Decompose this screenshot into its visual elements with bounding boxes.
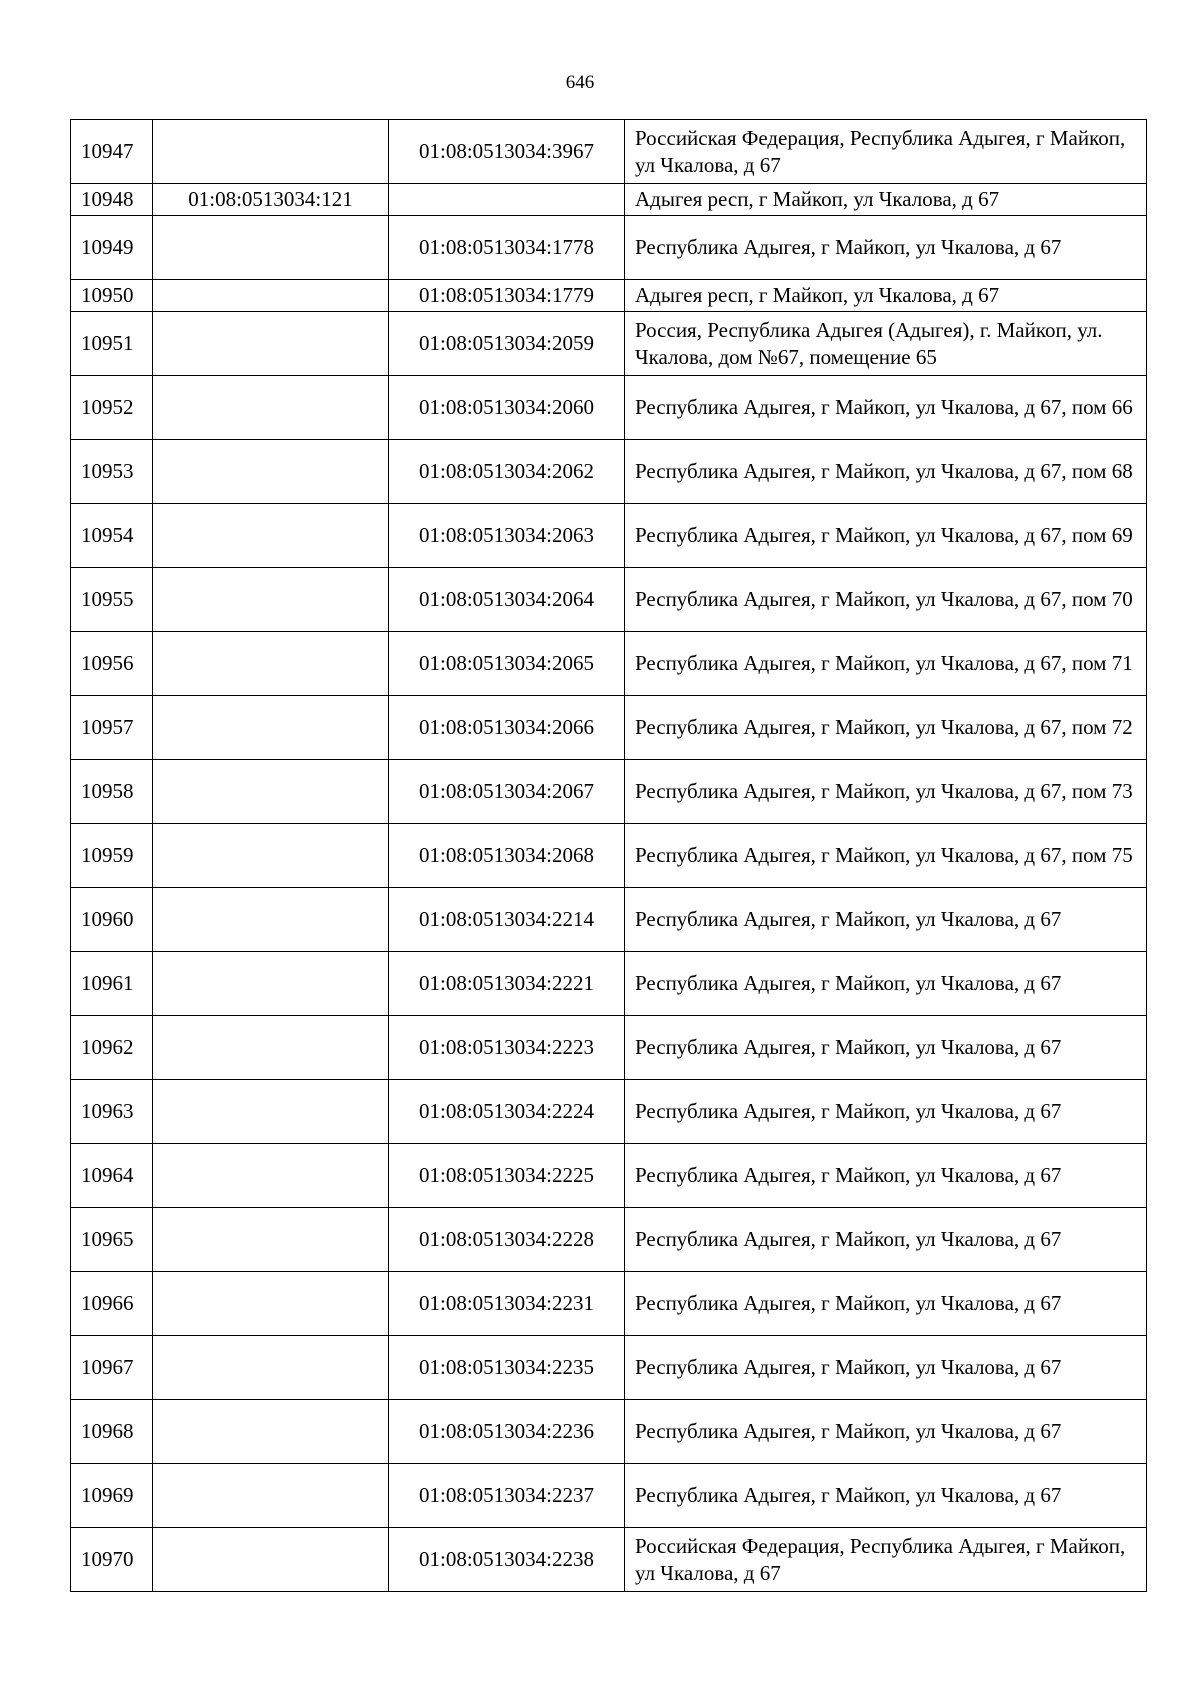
object-cadastral-cell: 01:08:0513034:2228 [389, 1208, 625, 1272]
address-cell: Республика Адыгея, г Майкоп, ул Чкалова, д 67 [625, 1080, 1147, 1144]
object-cadastral-cell: 01:08:0513034:2225 [389, 1144, 625, 1208]
land-plot-cadastral-cell [153, 120, 389, 184]
table-row [71, 504, 1147, 568]
object-cadastral-cell: 01:08:0513034:2235 [389, 1336, 625, 1400]
object-cadastral-cell: 01:08:0513034:2060 [389, 376, 625, 440]
row-number-cell: 10961 [71, 952, 153, 1016]
row-number-cell: 10956 [71, 632, 153, 696]
row-number-cell: 10963 [71, 1080, 153, 1144]
object-cadastral-cell: 01:08:0513034:2223 [389, 1016, 625, 1080]
table-row [71, 1208, 1147, 1272]
row-number-cell: 10969 [71, 1464, 153, 1528]
table-row [71, 184, 1147, 216]
land-plot-cadastral-cell [153, 1208, 389, 1272]
address-cell: Республика Адыгея, г Майкоп, ул Чкалова, д 67, пом 72 [625, 696, 1147, 760]
row-number-cell: 10947 [71, 120, 153, 184]
land-plot-cadastral-cell [153, 696, 389, 760]
address-cell: Республика Адыгея, г Майкоп, ул Чкалова, д 67 [625, 1400, 1147, 1464]
table-row [71, 568, 1147, 632]
object-cadastral-cell: 01:08:0513034:2067 [389, 760, 625, 824]
land-plot-cadastral-cell [153, 312, 389, 376]
land-plot-cadastral-cell [153, 1080, 389, 1144]
land-plot-cadastral-cell [153, 1400, 389, 1464]
land-plot-cadastral-cell: 01:08:0513034:121 [153, 184, 389, 216]
address-cell: Адыгея респ, г Майкоп, ул Чкалова, д 67 [625, 184, 1147, 216]
table-row [71, 632, 1147, 696]
address-cell: Республика Адыгея, г Майкоп, ул Чкалова, д 67, пом 75 [625, 824, 1147, 888]
object-cadastral-cell: 01:08:0513034:2221 [389, 952, 625, 1016]
row-number-cell: 10952 [71, 376, 153, 440]
land-plot-cadastral-cell [153, 824, 389, 888]
land-plot-cadastral-cell [153, 760, 389, 824]
address-cell: Республика Адыгея, г Майкоп, ул Чкалова, д 67 [625, 888, 1147, 952]
row-number-cell: 10960 [71, 888, 153, 952]
address-cell: Республика Адыгея, г Майкоп, ул Чкалова, д 67 [625, 1144, 1147, 1208]
table-row [71, 952, 1147, 1016]
row-number-cell: 10955 [71, 568, 153, 632]
land-plot-cadastral-cell [153, 216, 389, 280]
address-cell: Республика Адыгея, г Майкоп, ул Чкалова, д 67 [625, 1336, 1147, 1400]
row-number-cell: 10951 [71, 312, 153, 376]
object-cadastral-cell: 01:08:0513034:1778 [389, 216, 625, 280]
object-cadastral-cell: 01:08:0513034:2238 [389, 1528, 625, 1592]
address-cell: Республика Адыгея, г Майкоп, ул Чкалова, д 67 [625, 216, 1147, 280]
object-cadastral-cell: 01:08:0513034:2063 [389, 504, 625, 568]
row-number-cell: 10954 [71, 504, 153, 568]
row-number-cell: 10970 [71, 1528, 153, 1592]
object-cadastral-cell: 01:08:0513034:2237 [389, 1464, 625, 1528]
address-cell: Республика Адыгея, г Майкоп, ул Чкалова, д 67, пом 71 [625, 632, 1147, 696]
land-plot-cadastral-cell [153, 1016, 389, 1080]
table-row [71, 1528, 1147, 1592]
address-cell: Россия, Республика Адыгея (Адыгея), г. Майкоп, ул. Чкалова, дом №67, помещение 65 [625, 312, 1147, 376]
object-cadastral-cell: 01:08:0513034:1779 [389, 280, 625, 312]
table-row [71, 1272, 1147, 1336]
table-row [71, 760, 1147, 824]
land-plot-cadastral-cell [153, 888, 389, 952]
land-plot-cadastral-cell [153, 1144, 389, 1208]
row-number-cell: 10957 [71, 696, 153, 760]
row-number-cell: 10953 [71, 440, 153, 504]
land-plot-cadastral-cell [153, 1336, 389, 1400]
land-plot-cadastral-cell [153, 1528, 389, 1592]
row-number-cell: 10950 [71, 280, 153, 312]
object-cadastral-cell: 01:08:0513034:2064 [389, 568, 625, 632]
row-number-cell: 10967 [71, 1336, 153, 1400]
address-cell: Российская Федерация, Республика Адыгея, г Майкоп, ул Чкалова, д 67 [625, 1528, 1147, 1592]
table-row [71, 1144, 1147, 1208]
row-number-cell: 10964 [71, 1144, 153, 1208]
registry-table-body [71, 120, 1147, 1592]
table-row [71, 1080, 1147, 1144]
table-row [71, 280, 1147, 312]
table-row [71, 888, 1147, 952]
land-plot-cadastral-cell [153, 952, 389, 1016]
table-row [71, 1400, 1147, 1464]
table-row [71, 1016, 1147, 1080]
row-number-cell: 10962 [71, 1016, 153, 1080]
page-number: 646 [565, 72, 595, 93]
row-number-cell: 10959 [71, 824, 153, 888]
address-cell: Республика Адыгея, г Майкоп, ул Чкалова, д 67, пом 70 [625, 568, 1147, 632]
table-row [71, 696, 1147, 760]
land-plot-cadastral-cell [153, 632, 389, 696]
address-cell: Республика Адыгея, г Майкоп, ул Чкалова, д 67 [625, 1464, 1147, 1528]
object-cadastral-cell: 01:08:0513034:2214 [389, 888, 625, 952]
land-plot-cadastral-cell [153, 1272, 389, 1336]
row-number-cell: 10966 [71, 1272, 153, 1336]
object-cadastral-cell: 01:08:0513034:2231 [389, 1272, 625, 1336]
row-number-cell: 10965 [71, 1208, 153, 1272]
object-cadastral-cell: 01:08:0513034:2066 [389, 696, 625, 760]
table-row [71, 1336, 1147, 1400]
address-cell: Республика Адыгея, г Майкоп, ул Чкалова, д 67, пом 68 [625, 440, 1147, 504]
table-row [71, 216, 1147, 280]
object-cadastral-cell: 01:08:0513034:2224 [389, 1080, 625, 1144]
table-row [71, 824, 1147, 888]
object-cadastral-cell [389, 184, 625, 216]
row-number-cell: 10958 [71, 760, 153, 824]
address-cell: Республика Адыгея, г Майкоп, ул Чкалова, д 67, пом 73 [625, 760, 1147, 824]
registry-table [70, 119, 1147, 1592]
address-cell: Российская Федерация, Республика Адыгея, г Майкоп, ул Чкалова, д 67 [625, 120, 1147, 184]
object-cadastral-cell: 01:08:0513034:2059 [389, 312, 625, 376]
table-row [71, 440, 1147, 504]
object-cadastral-cell: 01:08:0513034:2065 [389, 632, 625, 696]
address-cell: Республика Адыгея, г Майкоп, ул Чкалова, д 67 [625, 1208, 1147, 1272]
object-cadastral-cell: 01:08:0513034:2236 [389, 1400, 625, 1464]
row-number-cell: 10948 [71, 184, 153, 216]
address-cell: Республика Адыгея, г Майкоп, ул Чкалова, д 67 [625, 952, 1147, 1016]
object-cadastral-cell: 01:08:0513034:3967 [389, 120, 625, 184]
address-cell: Республика Адыгея, г Майкоп, ул Чкалова, д 67, пом 69 [625, 504, 1147, 568]
address-cell: Республика Адыгея, г Майкоп, ул Чкалова, д 67, пом 66 [625, 376, 1147, 440]
table-row [71, 312, 1147, 376]
land-plot-cadastral-cell [153, 440, 389, 504]
row-number-cell: 10949 [71, 216, 153, 280]
land-plot-cadastral-cell [153, 504, 389, 568]
object-cadastral-cell: 01:08:0513034:2062 [389, 440, 625, 504]
table-row [71, 120, 1147, 184]
land-plot-cadastral-cell [153, 568, 389, 632]
table-row [71, 1464, 1147, 1528]
object-cadastral-cell: 01:08:0513034:2068 [389, 824, 625, 888]
address-cell: Республика Адыгея, г Майкоп, ул Чкалова, д 67 [625, 1016, 1147, 1080]
land-plot-cadastral-cell [153, 280, 389, 312]
land-plot-cadastral-cell [153, 376, 389, 440]
row-number-cell: 10968 [71, 1400, 153, 1464]
land-plot-cadastral-cell [153, 1464, 389, 1528]
table-row [71, 376, 1147, 440]
address-cell: Республика Адыгея, г Майкоп, ул Чкалова, д 67 [625, 1272, 1147, 1336]
address-cell: Адыгея респ, г Майкоп, ул Чкалова, д 67 [625, 280, 1147, 312]
